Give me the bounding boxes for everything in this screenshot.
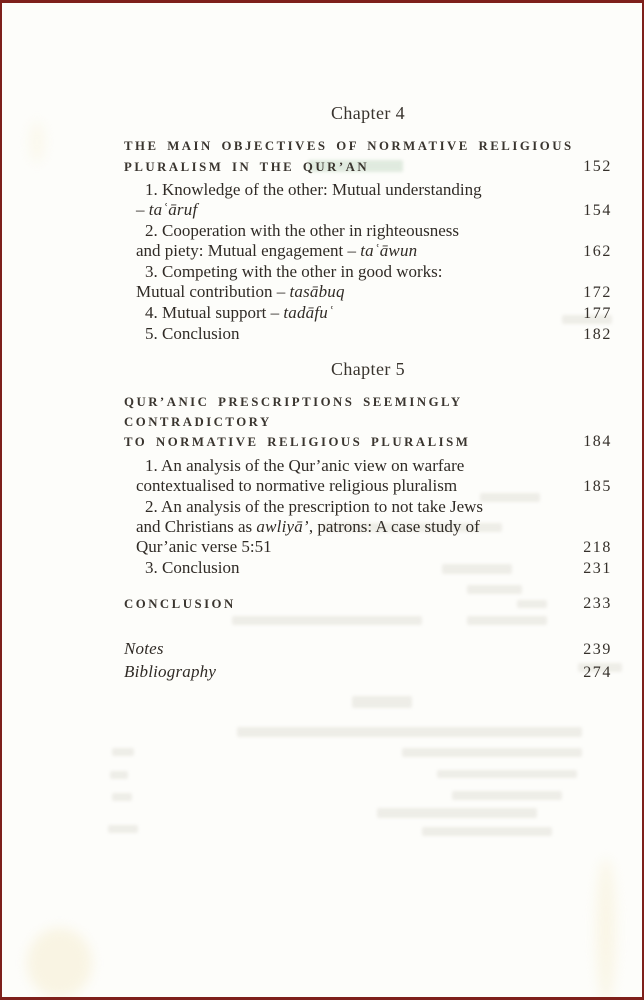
show-through-smudge xyxy=(377,808,537,818)
toc-entry-line xyxy=(124,180,612,200)
paper-stain xyxy=(596,858,616,1000)
toc-text-segment: and piety: Mutual engagement – xyxy=(136,241,361,260)
toc-text-segment: , patrons: A case study of xyxy=(308,516,480,536)
page-number: 239 xyxy=(583,641,612,658)
show-through-smudge xyxy=(110,771,128,779)
toc-entry-text xyxy=(124,456,604,476)
transliterated-term: taʿāwun xyxy=(360,241,418,260)
toc-entry-line xyxy=(124,324,612,345)
toc-text-segment: CONCLUSION xyxy=(124,596,236,611)
toc-entry-line xyxy=(124,137,612,157)
toc-entry-line xyxy=(124,221,612,241)
section-block xyxy=(124,137,612,177)
toc-column xyxy=(124,3,612,684)
toc-entry-text xyxy=(124,661,575,683)
toc-entry-text xyxy=(124,476,575,496)
items-block xyxy=(124,456,612,579)
toc-entry-text xyxy=(124,158,575,178)
toc-entry-text xyxy=(124,537,575,557)
toc-entry-line xyxy=(124,638,612,661)
page-number: 218 xyxy=(583,538,612,556)
toc-entry-line xyxy=(124,661,612,684)
show-through-smudge xyxy=(422,827,552,836)
transliterated-term: tadāfuʿ xyxy=(283,303,334,322)
toc-text-segment: Qur’anic verse 5:51 xyxy=(136,536,272,556)
toc-entry-text xyxy=(124,137,604,157)
page-number: 184 xyxy=(583,433,612,450)
toc-entry-line xyxy=(124,432,612,453)
toc-text-segment: 1. An analysis of the Qur’anic view on warfare xyxy=(145,455,465,475)
transliterated-term: Notes xyxy=(124,639,164,658)
toc-entry-text xyxy=(124,324,575,344)
toc-text-segment: QUR’ANIC PRESCRIPTIONS SEEMINGLY CONTRADICTORY xyxy=(124,395,471,429)
chapter-heading: Chapter 5 xyxy=(330,359,406,379)
page-number: 172 xyxy=(583,284,612,301)
show-through-smudge xyxy=(108,825,138,833)
toc-entry-text xyxy=(124,221,604,241)
toc-entry-line xyxy=(124,262,612,282)
transliterated-term: taʿāruf xyxy=(148,200,198,219)
toc-text-segment: 3. Competing with the other in good works: xyxy=(145,262,443,281)
toc-text-segment: THE MAIN OBJECTIVES OF NORMATIVE RELIGIOUS xyxy=(124,139,574,153)
toc-entry-line xyxy=(124,157,612,178)
toc-entry-line xyxy=(124,303,612,324)
transliterated-term: awliyā’ xyxy=(256,516,309,536)
page-number: 182 xyxy=(583,326,612,343)
transliterated-term: Bibliography xyxy=(124,662,217,681)
toc-entry-line xyxy=(124,594,612,615)
toc-entry-line xyxy=(124,517,612,537)
show-through-smudge xyxy=(402,748,582,757)
page-number: 231 xyxy=(583,559,612,577)
page-number: 274 xyxy=(583,664,612,681)
show-through-smudge xyxy=(112,793,132,801)
toc-text-segment: 4. Mutual support – xyxy=(145,303,284,322)
toc-entry-line xyxy=(124,393,612,432)
toc-entry-line xyxy=(124,456,612,476)
toc-entry-line xyxy=(124,200,612,221)
toc-text-segment: and Christians as xyxy=(136,516,257,536)
section-block xyxy=(124,393,612,453)
toc-text-segment: Mutual contribution – xyxy=(136,282,290,301)
toc-entry-text xyxy=(124,517,604,537)
paper-stain xyxy=(27,928,92,998)
show-through-smudge xyxy=(352,696,412,708)
toc-entry-text xyxy=(124,595,575,615)
toc-entry-text xyxy=(124,262,604,282)
toc-text-segment: contextualised to normative religious pluralism xyxy=(136,475,458,495)
toc-entry-text xyxy=(124,180,604,200)
toc-text-segment: 2. An analysis of the prescription to not take Jews xyxy=(145,496,484,516)
items-block xyxy=(124,180,612,345)
toc-entry-text xyxy=(124,241,575,261)
toc-entry-text xyxy=(124,303,575,323)
toc-entry-line xyxy=(124,558,612,579)
page-number: 233 xyxy=(583,594,612,612)
toc-text-segment: 5. Conclusion xyxy=(145,324,240,343)
backmatter-block xyxy=(124,638,612,684)
toc-entry-text xyxy=(124,638,575,660)
show-through-smudge xyxy=(237,727,582,737)
toc-text-segment: TO NORMATIVE RELIGIOUS PLURALISM xyxy=(124,435,471,449)
toc-entry-text xyxy=(124,393,604,432)
toc-text-segment: PLURALISM IN THE QUR’AN xyxy=(124,159,370,174)
toc-text-segment: 1. Knowledge of the other: Mutual understanding xyxy=(145,180,482,199)
conclusion-block xyxy=(124,594,612,615)
show-through-smudge xyxy=(452,791,562,800)
page-number: 177 xyxy=(583,305,612,322)
toc-entry-line xyxy=(124,497,612,517)
toc-entry-text xyxy=(124,558,575,578)
toc-entry-text xyxy=(124,433,575,453)
page-number: 154 xyxy=(583,202,612,219)
chapter-heading: Chapter 4 xyxy=(330,103,406,123)
paper-stain xyxy=(30,121,44,163)
toc-entry-text xyxy=(124,282,575,302)
page-number: 152 xyxy=(583,157,612,175)
toc-entry-line xyxy=(124,282,612,303)
show-through-smudge xyxy=(112,748,134,756)
toc-entry-text xyxy=(124,200,575,220)
transliterated-term: tasābuq xyxy=(289,282,345,301)
toc-entry-line xyxy=(124,241,612,262)
toc-entry-line xyxy=(124,537,612,558)
toc-text-segment: – xyxy=(136,200,149,219)
toc-entry-line xyxy=(124,476,612,497)
toc-text-segment: 2. Cooperation with the other in righteousness xyxy=(145,221,459,240)
toc-text-segment: 3. Conclusion xyxy=(145,557,240,577)
page-number: 185 xyxy=(583,477,612,495)
toc-entry-text xyxy=(124,497,604,517)
show-through-smudge xyxy=(437,770,577,778)
page-number: 162 xyxy=(583,243,612,260)
